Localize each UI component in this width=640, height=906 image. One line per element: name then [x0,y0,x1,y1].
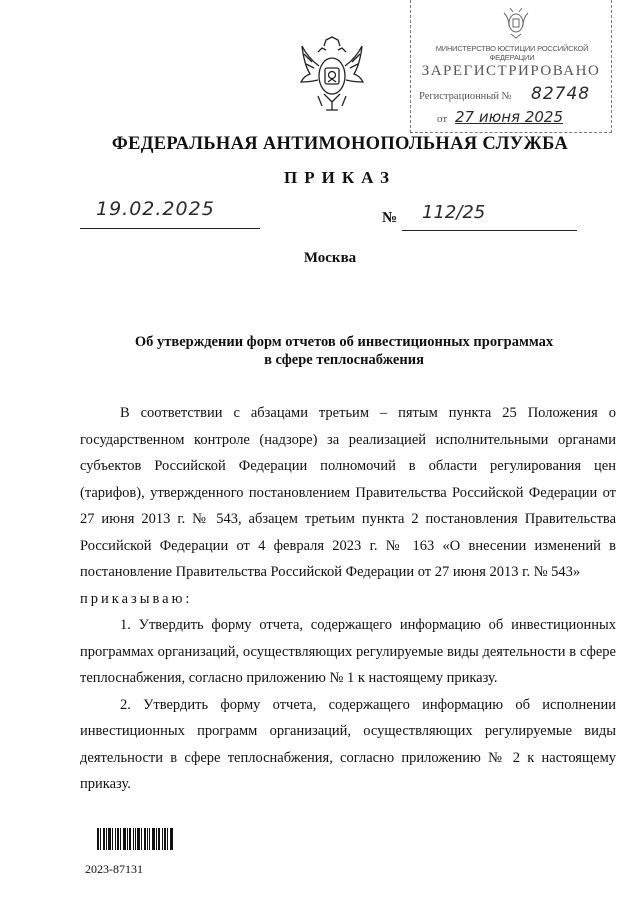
document-type: ПРИКАЗ [284,168,396,187]
russian-coat-of-arms-icon [298,36,366,116]
order-number: 112/25 [422,202,486,223]
preamble-paragraph: В соответствии с абзацами третьим – пятым пункта 25 Положения о государственном контроле (надзоре) за реализацией исполнительными органами субъектов Российской Федерации полномочий в области регулирования цен (тарифов), утвержденного постановлением Правительства Российской Федерации от 27 июня 2013 г. № 543, абзацем третьим пункта 2 постановления Правительства Российской Федерации от 4 февраля 2023 г. № 163 «О внесении изменений в постановление Правительства Российской Федерации от 27 июня 2013 г. № 543» [80,405,616,580]
stamp-registration-number: 82748 [531,84,591,104]
order-word: приказываю: [80,590,193,607]
document-body [80,400,616,798]
stamp-emblem-icon [501,4,531,40]
item-1-paragraph: 1. Утвердить форму отчета, содержащего информацию об инвестиционных программах организаций, осуществляющих регулируемые виды деятельности в сфере теплоснабжения, согласно приложению № 1 к настоящему приказу. [80,617,616,686]
number-underline [402,230,577,231]
agency-name: ФЕДЕРАЛЬНАЯ АНТИМОНОПОЛЬНАЯ СЛУЖБА [111,134,569,154]
registration-stamp [410,0,612,133]
stamp-registration-label: Регистрационный № [419,91,512,102]
item-2-paragraph: 2. Утвердить форму отчета, содержащего информацию об исполнении инвестиционных программ организаций, осуществляющих регулируемые виды деятельности в сфере теплоснабжения, согласно приложению № 2 к настоящему приказу. [80,696,616,792]
title-line-1: Об утверждении форм отчетов об инвестиционных программах [134,334,554,350]
stamp-status: ЗАРЕГИСТРИРОВАНО [421,63,601,79]
stamp-ministry: МИНИСТЕРСТВО ЮСТИЦИИ РОССИЙСКОЙ ФЕДЕРАЦИИ [435,44,589,62]
city: Москва [303,250,357,266]
barcode-icon [97,828,173,850]
document-title [100,333,588,369]
number-sign: № [382,210,398,226]
stamp-date: 27 июня 2025 [455,108,564,126]
title-line-2: в сфере теплоснабжения [264,352,424,368]
date-underline [80,228,260,229]
order-date: 19.02.2025 [96,198,215,220]
stamp-date-prefix: от [437,113,448,125]
document-code: 2023-87131 [85,862,143,876]
